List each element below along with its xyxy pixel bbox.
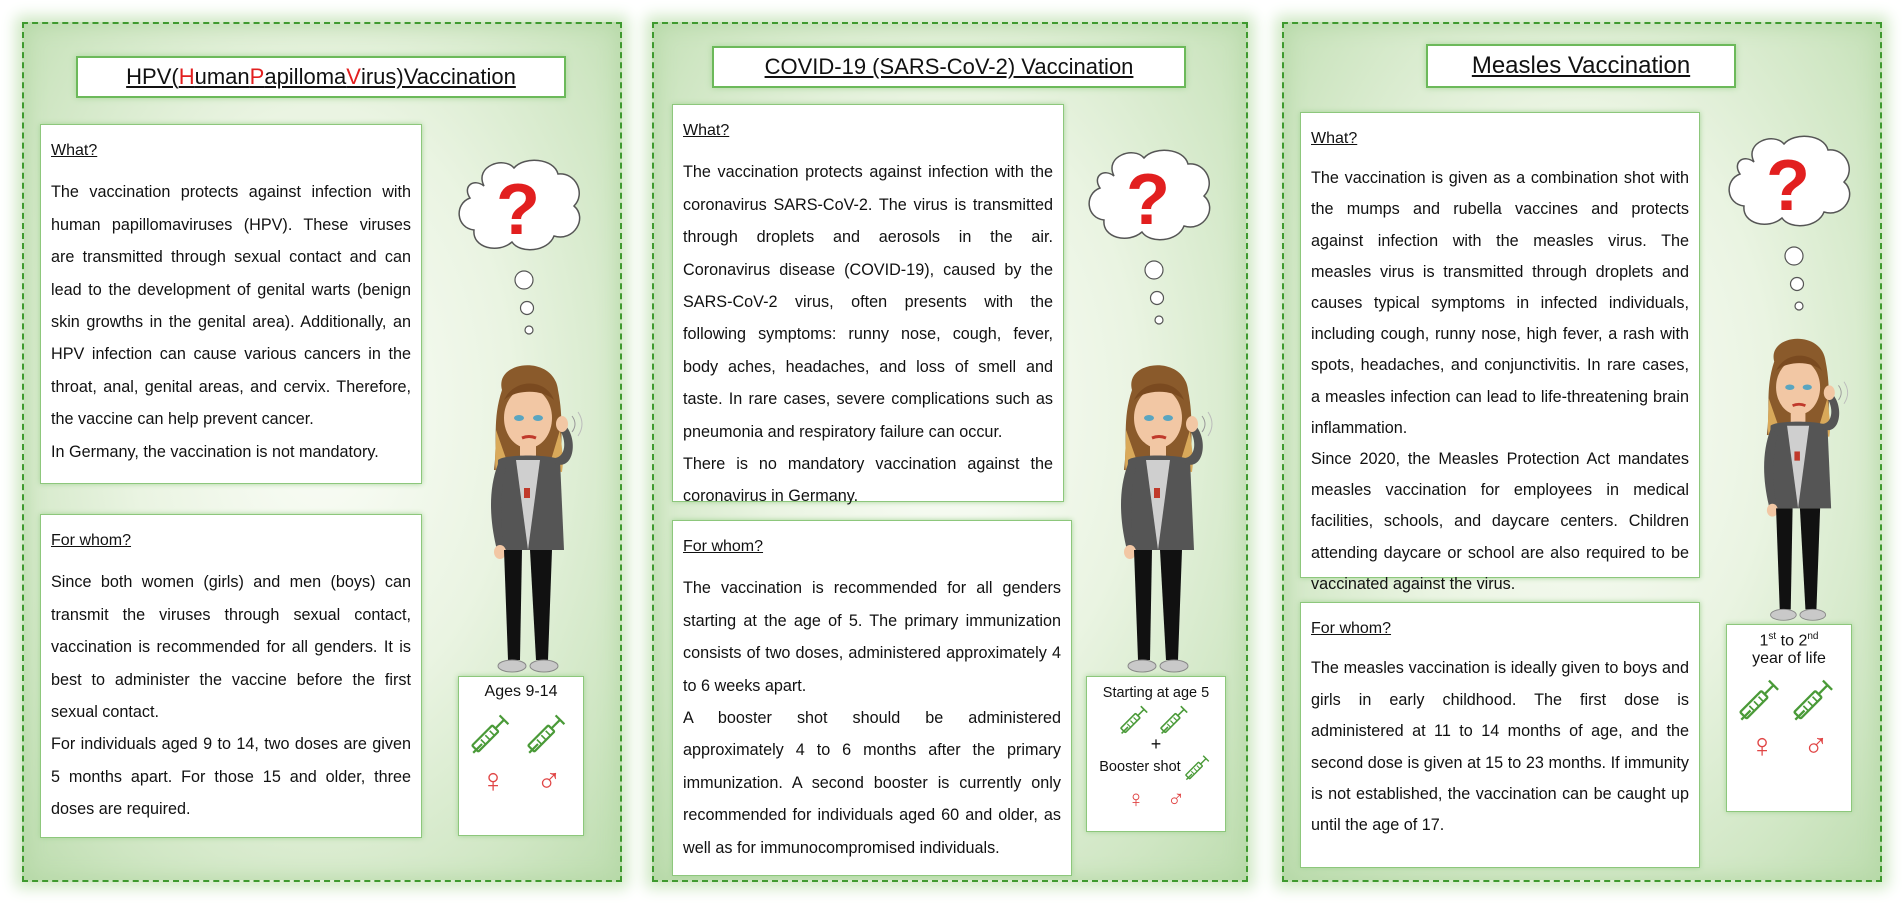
measles-age-box [1726, 624, 1852, 812]
whom-header: For whom? [683, 538, 764, 555]
male-symbol-icon: ♂ [1167, 786, 1186, 813]
hpv-title: HPV( H uman P apilloma V irus)Vaccination [76, 56, 566, 98]
female-symbol-icon: ♀ [480, 762, 506, 800]
plus-sign: + [1150, 734, 1162, 754]
hpv-whom-box [40, 514, 422, 838]
thinking-woman-figure [1744, 334, 1854, 624]
whom-paragraph: A booster shot should be administered approximately 4 to 6 months after the primary immunization. A second booster is currently only recommended for individuals aged 60 and older, as well as for immunocompromised individuals. [683, 709, 1061, 857]
hpv-what-box [40, 124, 422, 484]
whom-paragraph: The vaccination is recommended for all genders starting at the age of 5. The primary immunization consists of two doses, administered approximately 4 to 6 weeks apart. [683, 579, 1061, 695]
what-paragraph: The vaccination is given as a combination shot with the mumps and rubella vaccines and protects against infection with the measles virus. The measles virus is transmitted through droplets and causes typical symptoms in infected individuals, including cough, runny nose, high fever, a rash with spots, headaches, and conjunctivitis. In rare cases, a measles infection can lead to life-threatening brain inflammation. [1311, 169, 1689, 437]
what-header: What? [51, 142, 98, 159]
age-label: Ages 9-14 [484, 683, 558, 700]
thinking-woman-figure [1104, 360, 1214, 676]
syringe-icon [1739, 676, 1785, 722]
female-symbol-icon: ♀ [1749, 727, 1775, 766]
syringe-icon [1120, 703, 1152, 735]
covid-title: COVID-19 (SARS-CoV-2) Vaccination [712, 46, 1186, 88]
what-paragraph: Since 2020, the Measles Protection Act mandates measles vaccination for employees in medical facilities, schools, and daycare centers. Children attending daycare or school are also required to be vaccinated against the virus. [1311, 450, 1689, 593]
measles-title: Measles Vaccination [1426, 44, 1736, 88]
what-paragraph: In Germany, the vaccination is not mandatory. [51, 442, 379, 461]
measles-whom-box [1300, 602, 1700, 868]
syringe-icon [527, 711, 571, 755]
hpv-age-box [458, 676, 584, 836]
syringe-icon [1160, 703, 1192, 735]
age-label-line2: year of life [1752, 650, 1826, 668]
covid-what-box [672, 104, 1064, 506]
syringe-icon [471, 711, 515, 755]
female-symbol-icon: ♀ [1126, 786, 1145, 813]
what-header: What? [1311, 130, 1358, 147]
what-header: What? [683, 122, 730, 139]
thinking-woman-figure [474, 360, 584, 676]
what-paragraph: There is no mandatory vaccination against the coronavirus in Germany. [683, 455, 1053, 506]
hpv-panel [22, 22, 622, 882]
male-symbol-icon: ♂ [1803, 727, 1829, 766]
syringe-icon [1793, 676, 1839, 722]
covid-age-box [1086, 676, 1226, 832]
what-paragraph: The vaccination protects against infection with human papillomaviruses (HPV). These viruses are transmitted through sexual contact and can lead to the development of genital warts (benign skin growths in the genital area). Additionally, an HPV infection can cause various cancers in the throat, anal, genital areas, and cervix. Therefore, the vaccine can help prevent cancer. [51, 183, 411, 429]
whom-header: For whom? [51, 532, 132, 549]
male-symbol-icon: ♂ [536, 762, 562, 800]
age-label-line1: 1st to 2nd [1759, 631, 1819, 650]
whom-paragraph: Since both women (girls) and men (boys) can transmit the viruses through sexual contact, vaccination is recommended for all genders. It is best to administer the vaccine before the first sexual contact. [51, 573, 411, 722]
question-thought-bubble-icon [1084, 146, 1220, 328]
measles-panel [1282, 22, 1882, 882]
covid-panel [652, 22, 1248, 882]
whom-paragraph: For individuals aged 9 to 14, two doses are given 5 months apart. For those 15 and older, three doses are required. [51, 735, 411, 819]
covid-whom-box [672, 520, 1072, 876]
question-thought-bubble-icon [454, 156, 590, 338]
whom-paragraph: The measles vaccination is ideally given to boys and girls in early childhood. The first dose is administered at 11 to 14 months of age, and the second dose is given at 15 to 23 months. If immunity is not established, the vaccination can be caught up until the age of 17. [1311, 659, 1689, 835]
what-paragraph: The vaccination protects against infection with the coronavirus SARS-CoV-2. The virus is transmitted through droplets and aerosols in the air. Coronavirus disease (COVID-19), caused by the SARS-CoV-2 virus, often presents with the following symptoms: runny nose, cough, fever, body aches, headaches, and loss of smell and taste. In rare cases, severe complications such as pneumonia and respiratory failure can occur. [683, 163, 1053, 441]
age-label: Starting at age 5 [1102, 685, 1210, 701]
booster-label: Booster shot [1099, 758, 1181, 775]
question-thought-bubble-icon [1724, 132, 1860, 314]
whom-header: For whom? [1311, 620, 1392, 637]
measles-what-box [1300, 112, 1700, 593]
syringe-icon [1185, 753, 1213, 781]
